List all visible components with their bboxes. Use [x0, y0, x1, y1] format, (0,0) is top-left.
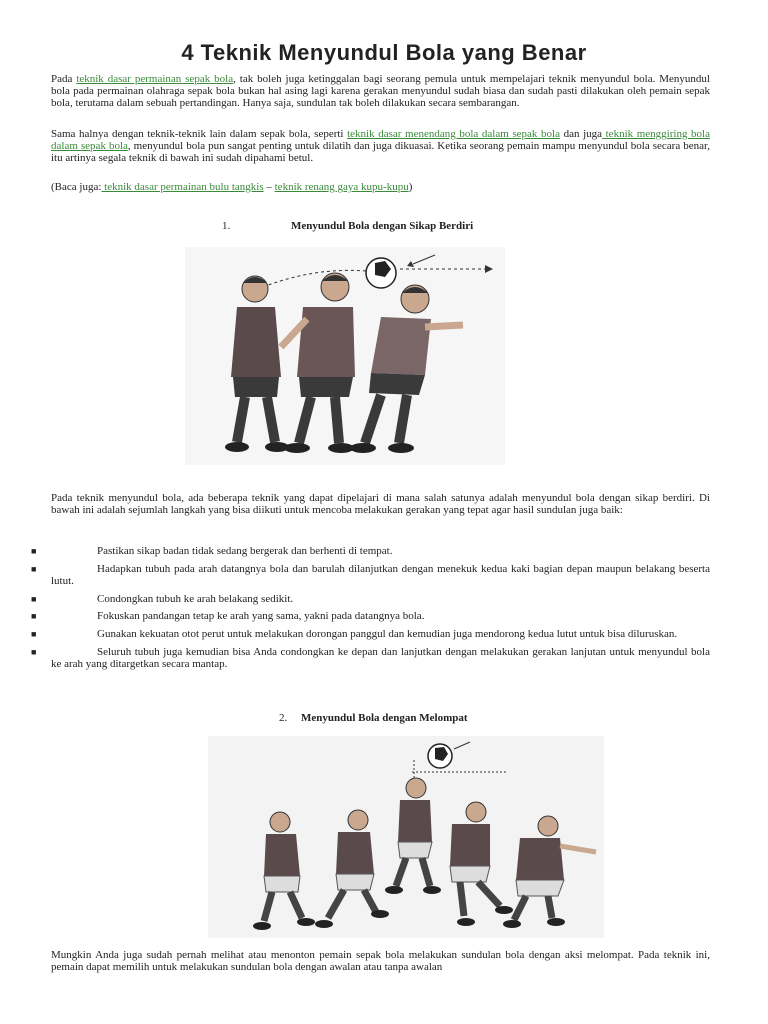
section-2-paragraph: Mungkin Anda juga sudah pernah melihat atau menonton pemain sepak bola melakukan sundulan bola dengan aksi melompat. Pada teknik ini, pemain dapat memilih untuk melakukan sundulan bola dengan awalan atau tanpa awalan [51, 949, 710, 974]
list-item-text: Pastikan sikap badan tidak sedang bergerak dan berhenti di tempat. [97, 545, 393, 557]
list-item [31, 593, 710, 605]
section-2-heading: Menyundul Bola dengan Melompat [301, 712, 468, 724]
bullet-square-icon: ■ [31, 546, 37, 556]
section-2-number: 2. [279, 712, 288, 724]
list-item [31, 646, 710, 670]
list-item-text: Condongkan tubuh ke arah belakang sedikit. [97, 592, 294, 605]
bullet-square-icon: ■ [31, 611, 37, 622]
list-item [31, 563, 710, 587]
intro-paragraph-2 [51, 128, 710, 165]
intro-paragraph-3 [51, 181, 710, 193]
text-span: dan juga [559, 128, 603, 140]
bullet-square-icon: ■ [31, 646, 37, 657]
text-span: Pada [51, 73, 77, 85]
steps-list [31, 545, 710, 676]
text-span: – [263, 181, 275, 193]
jumping-header-figure [208, 736, 604, 938]
section-1-paragraph: Pada teknik menyundul bola, ada beberapa teknik yang dapat dipelajari di mana salah satunya adalah menyundul bola dengan sikap berdiri. Di bawah ini adalah sejumlah langkah yang bisa diikuti untuk mencoba melakukan gerakan yang tepat agar hasil sundulan juga baik: [51, 492, 710, 517]
standing-header-figure [185, 247, 505, 465]
bullet-square-icon: ■ [31, 563, 37, 574]
page-title: 4 Teknik Menyundul Bola yang Benar [181, 40, 587, 65]
list-item [31, 628, 710, 640]
list-item-text: Fokuskan pandangan tetap ke arah yang sama, yakni pada datangnya bola. [97, 610, 425, 623]
text-span: , tak boleh juga ketinggalan bagi seorang pemula untuk mempelajari teknik menyundul bola. Menyundul bola pada permainan olahraga sepak bola bukan hal asing lagi karena gerakan menyundul sudah biasa dan sudah pasti dilakukan oleh pemain sepak bola, terutama dalam sebuah pertandingan. Hanya saja, sundulan tak boleh dilakukan secara sembarangan. [51, 73, 710, 110]
list-item-text: Seluruh tubuh juga kemudian bisa Anda condongkan ke depan dan lanjutkan dengan melakukan gerakan lanjutan untuk menyundul bola ke arah yang ditargetkan secara mantap. [51, 645, 710, 670]
list-item [31, 545, 710, 557]
list-item-text: Hadapkan tubuh pada arah datangnya bola dan barulah dilanjutkan dengan menekuk kedua kaki bagian depan maupun belakang beserta lutut. [51, 562, 710, 587]
illustration-heading-jumping [208, 736, 604, 938]
link-teknik-menendang[interactable]: teknik dasar menendang bola dalam sepak bola [347, 128, 560, 140]
link-renang-kupu-kupu[interactable]: teknik renang gaya kupu-kupu [274, 181, 409, 193]
list-item [31, 610, 710, 622]
link-teknik-menggiring[interactable]: teknik menggiring bola dalam sepak bola [51, 128, 710, 153]
section-1-heading: Menyundul Bola dengan Sikap Berdiri [291, 220, 474, 232]
intro-paragraph-1 [51, 73, 710, 110]
text-span: , menyundul bola pun sangat penting untuk dilatih dan juga dikuasai. Ketika seorang pemain mampu menyundul bola secara benar, itu artinya segala teknik di bawah ini sudah dipahami betul. [51, 140, 710, 165]
text-span: Sama halnya dengan teknik-teknik lain dalam sepak bola, seperti [51, 128, 348, 140]
bullet-square-icon: ■ [31, 629, 37, 640]
link-bulu-tangkis[interactable]: teknik dasar permainan bulu tangkis [101, 181, 264, 193]
link-teknik-dasar-sepak-bola[interactable]: teknik dasar permainan sepak bola [76, 73, 234, 85]
list-item-text: Gunakan kekuatan otot perut untuk melakukan dorongan panggul dan kemudian juga mendorong kedua lutut untuk bisa diluruskan. [97, 628, 678, 641]
text-span: ) [408, 181, 413, 193]
text-span: (Baca juga: [51, 181, 102, 193]
illustration-heading-standing [185, 247, 505, 465]
bullet-square-icon: ■ [31, 593, 37, 604]
section-1-number: 1. [222, 220, 231, 232]
